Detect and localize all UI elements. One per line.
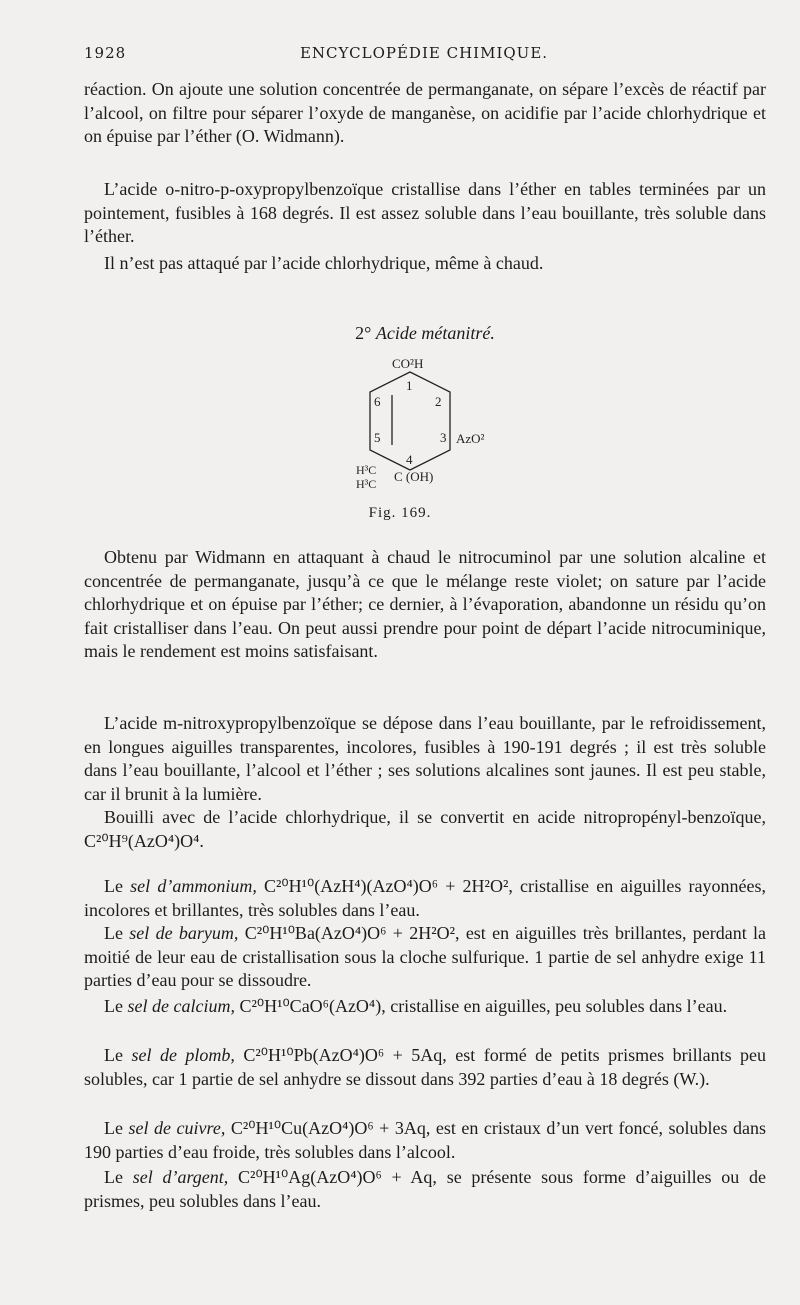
salt-argent-formula: C²⁰H¹⁰Ag(AzO⁴)O⁶ + Aq, xyxy=(238,1167,437,1187)
salt-lead-word: Le xyxy=(104,996,123,1016)
salt-lead-word: Le xyxy=(104,1167,123,1187)
paragraph-4: Obtenu par Widmann en attaquant à chaud le nitrocuminol par une solution alcaline et concentrée de permanganate, jusqu’à ce que le mélange reste violet; on sature par l’acide chlorhydrique et on épuise par l’éther; ce dernier, à l’évaporation, abandonne un résidu qu’on fait cristalliser dans l’eau. On peut aussi prendre pour point de départ l’acide nitrocuminique, mais le rendement est moins satisfaisant. xyxy=(84,547,766,661)
benzene-ring-diagram xyxy=(340,350,510,500)
paragraph-6-text: Bouilli avec de l’acide chlorhydrique, il se convertit en acide nitropropényl-benzoïque, xyxy=(104,807,766,827)
salt-baryum-text: est en aiguilles très brillantes, perdant la moitié de leur eau de cristallisation sous la cloche sulfurique. 1 partie de sel anhydre exige 11 parties d’eau pour se dissoudre. xyxy=(84,923,767,990)
position-4: 4 xyxy=(406,452,413,467)
salt-ammonium-name: sel d’ammonium, xyxy=(130,876,257,896)
page-header xyxy=(84,44,764,68)
paragraph-5 xyxy=(84,712,766,806)
salt-calcium-formula: C²⁰H¹⁰CaO⁶(AzO⁴), xyxy=(239,996,386,1016)
salt-argent-name: sel d’argent, xyxy=(132,1167,229,1187)
salt-baryum-name: sel de baryum, xyxy=(129,923,239,943)
paragraph-1: réaction. On ajoute une solution concentrée de permanganate, on sépare l’excès de réactif par l’alcool, on filtre pour séparer l’oxyde de manganèse, on acidifie par l’acide chlorhydrique et on épuise par l’éther (O. Widmann). xyxy=(84,79,766,146)
salt-calcium xyxy=(84,995,766,1019)
section-title xyxy=(84,322,766,346)
page-number: 1928 xyxy=(84,44,127,62)
salt-lead-word: Le xyxy=(104,1045,123,1065)
paragraph-6-formula: C²⁰H⁹(AzO⁴)O⁴. xyxy=(84,830,204,851)
salt-baryum xyxy=(84,922,766,993)
position-1: 1 xyxy=(406,378,413,393)
salt-plomb-formula: C²⁰H¹⁰Pb(AzO⁴)O⁶ + 5Aq, xyxy=(243,1045,447,1065)
position-5: 5 xyxy=(374,430,381,445)
salt-cuivre xyxy=(84,1117,766,1164)
paragraph-3: Il n’est pas attaqué par l’acide chlorhydrique, même à chaud. xyxy=(104,253,544,273)
salt-cuivre-name: sel de cuivre, xyxy=(128,1118,226,1138)
group-bottom: C (OH) xyxy=(394,469,434,484)
salt-lead-word: Le xyxy=(104,876,123,896)
salt-lead-word: Le xyxy=(104,1118,123,1138)
methyl-top: H³C xyxy=(356,463,377,477)
running-title: ENCYCLOPÉDIE CHIMIQUE. xyxy=(299,44,549,62)
salt-argent-text: se présente sous forme d’aiguilles ou de prismes, peu solubles dans l’eau. xyxy=(84,1167,767,1211)
paragraph-6 xyxy=(84,806,766,853)
salt-cuivre-text: est en cristaux d’un vert foncé, solubles dans 190 parties d’eau froide, très solubles dans l’alcool. xyxy=(84,1118,766,1162)
salt-ammonium xyxy=(84,875,766,922)
section-number: 2° xyxy=(355,323,372,343)
section-title-text: Acide métanitré. xyxy=(375,323,495,343)
position-6: 6 xyxy=(374,394,381,409)
salt-argent xyxy=(84,1166,766,1213)
position-3: 3 xyxy=(440,430,447,445)
position-2: 2 xyxy=(435,394,442,409)
paragraph-2: L’acide o-nitro-p-oxypropylbenzoïque cristallise dans l’éther en tables terminées par un pointement, fusibles à 168 degrés. Il est assez soluble dans l’eau bouillante, très soluble dans l’éther. xyxy=(84,179,766,246)
salt-baryum-formula: C²⁰H¹⁰Ba(AzO⁴)O⁶ + 2H²O², xyxy=(244,923,460,943)
salt-ammonium-formula: C²⁰H¹⁰(AzH⁴)(AzO⁴)O⁶ + 2H²O², xyxy=(264,876,513,896)
group-right: AzO² xyxy=(456,431,485,446)
group-top: CO²H xyxy=(392,356,424,371)
salt-plomb xyxy=(84,1044,766,1091)
figure-caption: Fig. 169. xyxy=(368,505,432,521)
salt-plomb-name: sel de plomb, xyxy=(131,1045,235,1065)
salt-lead-word: Le xyxy=(104,923,123,943)
salt-ammonium-text: cristallise en aiguilles rayonnées, incolores et brillantes, très solubles dans l’eau. xyxy=(84,876,767,920)
paragraph-5-text: L’acide m-nitroxypropylbenzoïque se dépose dans l’eau bouillante, par le refroidissement, en longues aiguilles transparentes, incolores, fusibles à 190-191 degrés ; il est très soluble dans l’eau bouillante, l’alcool et l’éther ; ses solutions alcalines sont jaunes. Il est peu stable, car il brunit à la lumière. xyxy=(84,713,766,804)
methyl-bottom: H³C xyxy=(356,477,377,491)
salt-calcium-name: sel de calcium, xyxy=(127,996,235,1016)
salt-calcium-text: cristallise en aiguilles, peu solubles dans l’eau. xyxy=(390,996,728,1016)
salt-plomb-text: est formé de petits prismes brillants peu solubles, car 1 partie de sel anhydre se dissout dans 392 parties d’eau à 18 degrés (W.). xyxy=(84,1045,767,1089)
salt-cuivre-formula: C²⁰H¹⁰Cu(AzO⁴)O⁶ + 3Aq, xyxy=(230,1118,431,1138)
